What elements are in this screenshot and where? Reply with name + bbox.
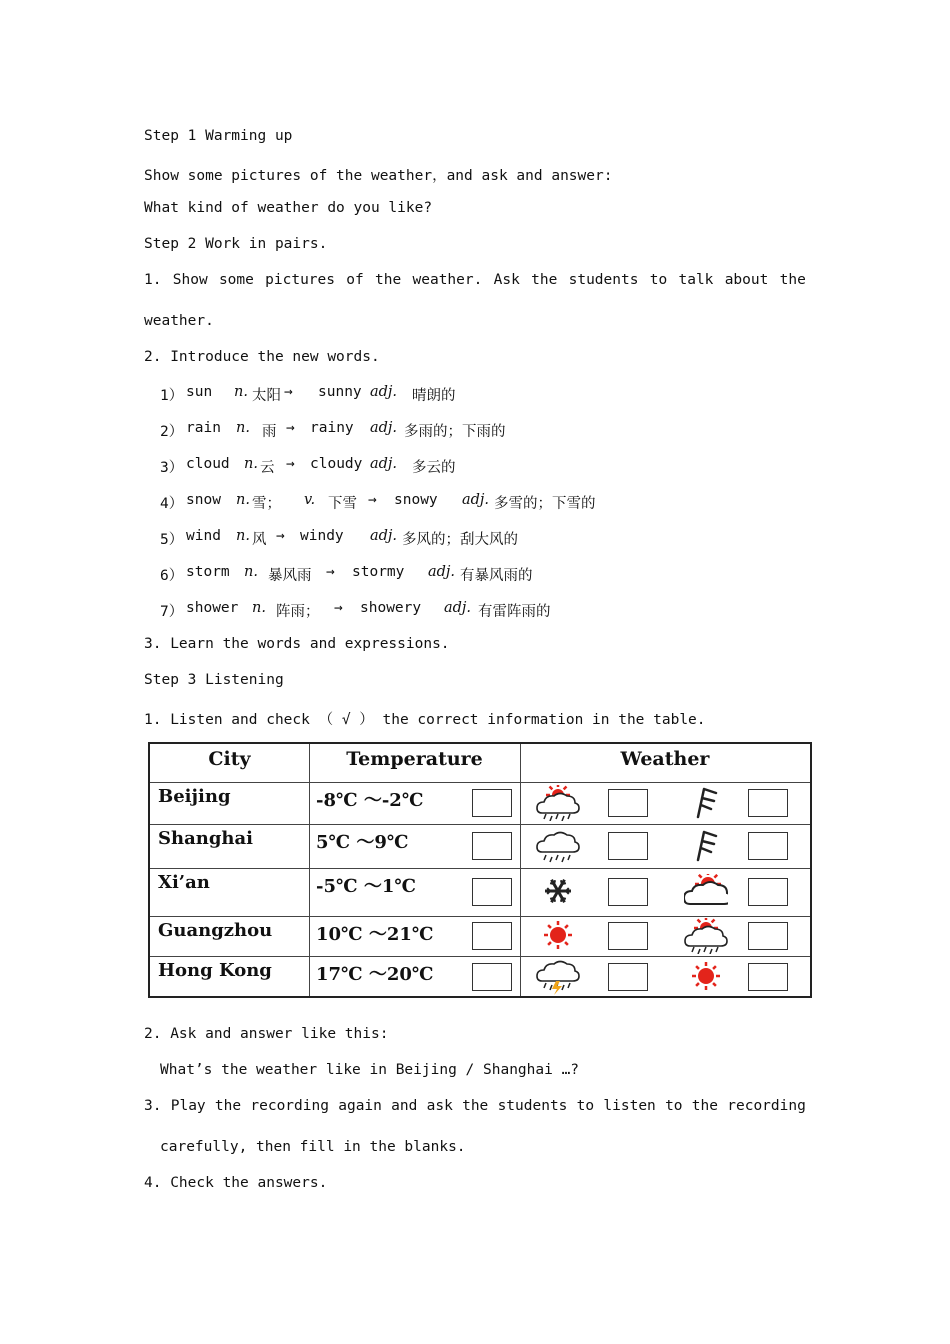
part-of-speech: adj. xyxy=(370,528,398,544)
snowflake-icon xyxy=(536,874,580,908)
word: the xyxy=(214,1098,242,1114)
temperature-cell: 17℃ ～20℃ xyxy=(316,964,434,985)
check-box[interactable] xyxy=(472,922,512,950)
header-temperature: Temperature xyxy=(346,748,483,770)
word: ask xyxy=(426,1098,453,1114)
part-of-speech: adj. xyxy=(370,384,398,400)
part-of-speech: n. xyxy=(236,420,250,436)
check-box[interactable] xyxy=(608,963,648,991)
word: to xyxy=(649,272,668,288)
word: the xyxy=(375,272,402,288)
part-of-speech: v. xyxy=(304,492,316,508)
part-of-speech: n. xyxy=(252,600,266,616)
vocab-word: cloud xyxy=(186,456,230,472)
check-box[interactable] xyxy=(608,878,648,906)
step2-heading: Step 2 Work in pairs. xyxy=(144,236,328,252)
item1-continuation: weather. xyxy=(144,313,214,329)
item3-instruction: 3. Learn the words and expressions. xyxy=(144,636,450,652)
vocab-number: 6） xyxy=(160,568,184,584)
derived-word: cloudy xyxy=(310,456,363,472)
part-of-speech: n. xyxy=(236,492,250,508)
arrow-icon: → xyxy=(326,564,335,580)
check-answers-instruction: 4. Check the answers. xyxy=(144,1175,328,1191)
check-box[interactable] xyxy=(748,963,788,991)
vocab-number: 7） xyxy=(160,604,184,620)
step1-heading: Step 1 Warming up xyxy=(144,128,293,144)
ask-answer-instruction: 2. Ask and answer like this: xyxy=(144,1026,389,1042)
chinese-meaning: 阵雨； xyxy=(276,604,320,620)
word: Show xyxy=(172,272,208,288)
arrow-icon: → xyxy=(286,456,295,472)
check-box[interactable] xyxy=(472,789,512,817)
word: recording xyxy=(250,1098,329,1114)
part-of-speech: adj. xyxy=(444,600,472,616)
temperature-cell: 10℃ ～21℃ xyxy=(316,924,434,945)
rain-cloud-sun-icon xyxy=(536,785,580,819)
chinese-meaning: 多云的 xyxy=(412,460,456,476)
part-of-speech: n. xyxy=(244,564,258,580)
temperature-cell: -8℃ ～-2℃ xyxy=(316,790,424,811)
chinese-meaning: 雨 xyxy=(262,424,277,440)
vocab-number: 2） xyxy=(160,424,184,440)
vocab-word: storm xyxy=(186,564,230,580)
city-cell: Shanghai xyxy=(158,828,254,849)
word: the xyxy=(779,272,806,288)
thunderstorm-icon xyxy=(536,959,580,993)
listen-instruction: 1. Listen and check （ √ ） the correct information in the table. xyxy=(144,712,706,728)
chinese-meaning: 晴朗的 xyxy=(412,388,456,404)
city-cell: Hong Kong xyxy=(158,960,272,981)
chinese-meaning: 多雪的；下雪的 xyxy=(494,496,596,512)
chinese-meaning: 多风的；刮大风的 xyxy=(402,532,518,548)
play-recording-continuation: carefully, then fill in the blanks. xyxy=(160,1139,466,1155)
word: the xyxy=(462,1098,489,1114)
play-recording-instruction xyxy=(144,1098,806,1114)
part-of-speech: adj. xyxy=(370,420,398,436)
weather-table xyxy=(148,742,812,998)
word: the xyxy=(531,272,558,288)
arrow-icon: → xyxy=(286,420,295,436)
derived-word: snowy xyxy=(394,492,438,508)
vocab-word: rain xyxy=(186,420,221,436)
check-box[interactable] xyxy=(472,963,512,991)
vocab-word: shower xyxy=(186,600,239,616)
sun-cloud-icon xyxy=(684,874,728,908)
city-cell: Guangzhou xyxy=(158,920,273,941)
part-of-speech: n. xyxy=(244,456,258,472)
derived-word: sunny xyxy=(318,384,362,400)
sun-icon xyxy=(536,918,580,952)
header-city: City xyxy=(208,748,251,770)
vocab-word: snow xyxy=(186,492,221,508)
check-box[interactable] xyxy=(748,789,788,817)
chinese-meaning: 有雷阵雨的 xyxy=(478,604,551,620)
warmup-question: What kind of weather do you like? xyxy=(144,200,433,216)
part-of-speech: adj. xyxy=(462,492,490,508)
arrow-icon: → xyxy=(276,528,285,544)
chinese-meaning: 太阳 xyxy=(252,388,281,404)
word: Ask xyxy=(493,272,520,288)
item1-instruction xyxy=(144,272,806,288)
city-cell: Xi’an xyxy=(158,872,210,893)
word: to xyxy=(576,1098,595,1114)
sun-icon xyxy=(684,959,728,993)
city-cell: Beijing xyxy=(158,786,231,807)
vocab-number: 4） xyxy=(160,496,184,512)
check-box[interactable] xyxy=(472,832,512,860)
check-box[interactable] xyxy=(608,832,648,860)
derived-word: rainy xyxy=(310,420,354,436)
temperature-cell: -5℃ ～1℃ xyxy=(316,876,416,897)
arrow-icon: → xyxy=(334,600,343,616)
temperature-cell: 5℃ ～9℃ xyxy=(316,832,409,853)
check-box[interactable] xyxy=(608,789,648,817)
chinese-meaning: 风 xyxy=(252,532,267,548)
show-pictures-instruction: Show some pictures of the weather，and ask and answer: xyxy=(144,168,613,184)
word: some xyxy=(218,272,254,288)
header-weather: Weather xyxy=(620,748,710,770)
word: 1. xyxy=(144,272,162,288)
check-box[interactable] xyxy=(472,878,512,906)
word: listen xyxy=(603,1098,656,1114)
word: recording xyxy=(727,1098,806,1114)
word: students xyxy=(568,272,639,288)
chinese-meaning: 多雨的；下雨的 xyxy=(404,424,506,440)
rain-cloud-sun-icon xyxy=(684,918,728,952)
item2-instruction: 2. Introduce the new words. xyxy=(144,349,380,365)
word: students xyxy=(497,1098,568,1114)
word: the xyxy=(691,1098,718,1114)
word: to xyxy=(665,1098,683,1114)
vocab-word: wind xyxy=(186,528,221,544)
chinese-meaning: 下雪 xyxy=(328,496,357,512)
word: Play xyxy=(170,1098,206,1114)
vocab-number: 5） xyxy=(160,532,184,548)
word: 3. xyxy=(144,1098,162,1114)
arrow-icon: → xyxy=(368,492,377,508)
check-box[interactable] xyxy=(748,878,788,906)
derived-word: windy xyxy=(300,528,344,544)
word: of xyxy=(346,272,364,288)
word: again xyxy=(338,1098,382,1114)
part-of-speech: adj. xyxy=(370,456,398,472)
check-box[interactable] xyxy=(748,832,788,860)
check-box[interactable] xyxy=(748,922,788,950)
derived-word: showery xyxy=(360,600,422,616)
word: pictures xyxy=(265,272,335,288)
chinese-meaning: 有暴风雨的 xyxy=(460,568,533,584)
wind-icon xyxy=(684,828,728,862)
part-of-speech: n. xyxy=(234,384,248,400)
part-of-speech: n. xyxy=(236,528,250,544)
word: weather. xyxy=(412,272,483,288)
check-box[interactable] xyxy=(608,922,648,950)
wind-icon xyxy=(684,785,728,819)
chinese-meaning: 暴风雨 xyxy=(268,568,312,584)
vocab-number: 3） xyxy=(160,460,184,476)
vocab-number: 1） xyxy=(160,388,184,404)
ask-answer-example: What’s the weather like in Beijing / Shanghai …? xyxy=(160,1062,580,1078)
derived-word: stormy xyxy=(352,564,405,580)
arrow-icon: → xyxy=(284,384,293,400)
word: about xyxy=(724,272,769,288)
word: and xyxy=(391,1098,418,1114)
part-of-speech: adj. xyxy=(428,564,456,580)
step3-heading: Step 3 Listening xyxy=(144,672,284,688)
chinese-meaning: 雪； xyxy=(252,496,281,512)
vocab-word: sun xyxy=(186,384,213,400)
chinese-meaning: 云 xyxy=(260,460,275,476)
word: talk xyxy=(678,272,714,288)
rain-cloud-icon xyxy=(536,828,580,862)
